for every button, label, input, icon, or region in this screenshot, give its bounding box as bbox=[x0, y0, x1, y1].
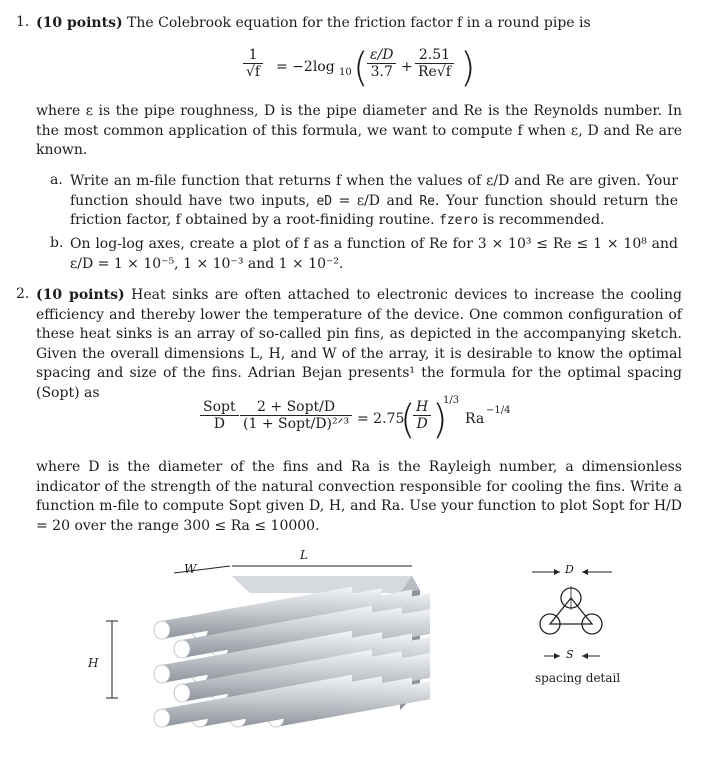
pin-fin-heat-sink-figure bbox=[90, 548, 430, 763]
eq1-plus: + bbox=[401, 59, 413, 75]
eq1-left-paren: ( bbox=[353, 45, 369, 91]
eq2-f1-numerator: Sopt bbox=[200, 399, 239, 416]
eq1-lhs-numerator: 1 bbox=[243, 47, 263, 64]
problem-1-paragraph: where ε is the pipe roughness, D is the pipe diameter and Re is the Reynolds number. In the most common application of this formula, we want to compute f when ε, D and Re are known. bbox=[36, 103, 682, 158]
eq2-exponent: 1/3 bbox=[443, 395, 460, 406]
label-s: S bbox=[566, 648, 574, 661]
part-a-text-1: Write an m-file function that returns f when the values of ε/D and Re are given. Your function should have two inputs, bbox=[70, 173, 678, 209]
part-a-text bbox=[70, 172, 678, 231]
part-a-text-3: . Your function should return the friction factor, f obtained by a root-finiding routine. bbox=[70, 192, 678, 228]
eq1-log-subscript: 10 bbox=[339, 67, 352, 78]
code-eD: eD bbox=[316, 193, 333, 209]
pin-fin-end bbox=[154, 621, 170, 639]
eq1-term2-denominator: Re√f bbox=[418, 64, 451, 80]
problem-1-intro bbox=[36, 14, 682, 34]
pin-array bbox=[154, 587, 430, 727]
part-a-text-4: is recommended. bbox=[478, 212, 605, 228]
eq2-ra-exponent: −1/4 bbox=[486, 405, 511, 416]
colebrook-equation bbox=[243, 45, 503, 95]
part-b-text: On log-log axes, create a plot of f as a function of Re for 3 × 10³ ≤ Re ≤ 1 × 10⁸ and ε/D = 1 × 10⁻⁵, 1 × 10⁻³ and 1 × 10⁻². bbox=[70, 236, 678, 272]
eq2-right-paren: ) bbox=[432, 397, 448, 443]
problem-2-points: (10 points) bbox=[36, 287, 125, 303]
part-b-label: b. bbox=[50, 235, 64, 251]
pin-fin-end bbox=[174, 684, 190, 702]
eq1-equals: = −2log bbox=[276, 59, 335, 75]
part-a-label: a. bbox=[50, 172, 63, 188]
label-d: D bbox=[565, 563, 574, 576]
code-Re: Re bbox=[419, 193, 435, 209]
problem-2-number: 2. bbox=[16, 286, 30, 302]
eq2-f2-denominator: (1 + Sopt/D)²ᐟ³ bbox=[243, 416, 350, 432]
problem-1-number: 1. bbox=[16, 14, 30, 30]
eq2-hd-denominator: D bbox=[416, 416, 428, 432]
eq1-lhs-denominator: √f bbox=[246, 64, 261, 80]
eq2-equals: = 2.75 bbox=[357, 411, 405, 427]
part-a-text-2: = ε/D and bbox=[332, 192, 420, 209]
pin-fin-end bbox=[154, 665, 170, 683]
eq1-term1-numerator: ε/D bbox=[367, 47, 396, 64]
pin-fin-end bbox=[174, 640, 190, 658]
problem-1-intro-text: The Colebrook equation for the friction factor f in a round pipe is bbox=[127, 15, 591, 31]
label-h: H bbox=[88, 656, 99, 670]
problem-2-paragraph: where D is the diameter of the fins and Ra is the Rayleigh number, a dimensionless indicator of the strength of the natural convection responsible for cooling the fins. Write a function m-file to compute Sopt given D, H, and Ra. Use your function to plot Sopt for H/D = 20 over the range 300 ≤ Ra ≤ 10000. bbox=[36, 459, 682, 534]
bejan-equation bbox=[200, 395, 530, 447]
eq2-f2-numerator: 2 + Sopt/D bbox=[240, 399, 352, 416]
label-w: W bbox=[184, 562, 197, 576]
pin-fin-end bbox=[154, 709, 170, 727]
eq2-left-paren: ( bbox=[400, 397, 416, 443]
spacing-detail-caption: spacing detail bbox=[535, 671, 621, 685]
eq2-hd-numerator: H bbox=[413, 399, 431, 416]
code-fzero: fzero bbox=[439, 213, 479, 228]
eq2-ra: Ra bbox=[465, 411, 485, 427]
eq1-term1-denominator: 3.7 bbox=[370, 64, 393, 80]
eq1-right-paren: ) bbox=[460, 45, 476, 91]
eq2-f1-denominator: D bbox=[213, 416, 225, 432]
problem-2-intro bbox=[36, 286, 682, 403]
w-dimension-line bbox=[174, 566, 230, 573]
label-l: L bbox=[300, 548, 308, 562]
eq1-term2-numerator: 2.51 bbox=[415, 47, 454, 64]
problem-2-intro-text: Heat sinks are often attached to electronic devices to increase the cooling efficiency and thereby lower the temperature of the device. One common configuration of these heat sinks is an array of so-called pin fins, as depicted in the accompanying sketch. Given the overall dimensions L, H, and W of the array, it is desirable to know the optimal spacing and size of the fins. Adrian Bejan presents¹ the formula for the optimal spacing (Sopt) as bbox=[36, 287, 683, 401]
problem-1-points: (10 points) bbox=[36, 15, 123, 31]
